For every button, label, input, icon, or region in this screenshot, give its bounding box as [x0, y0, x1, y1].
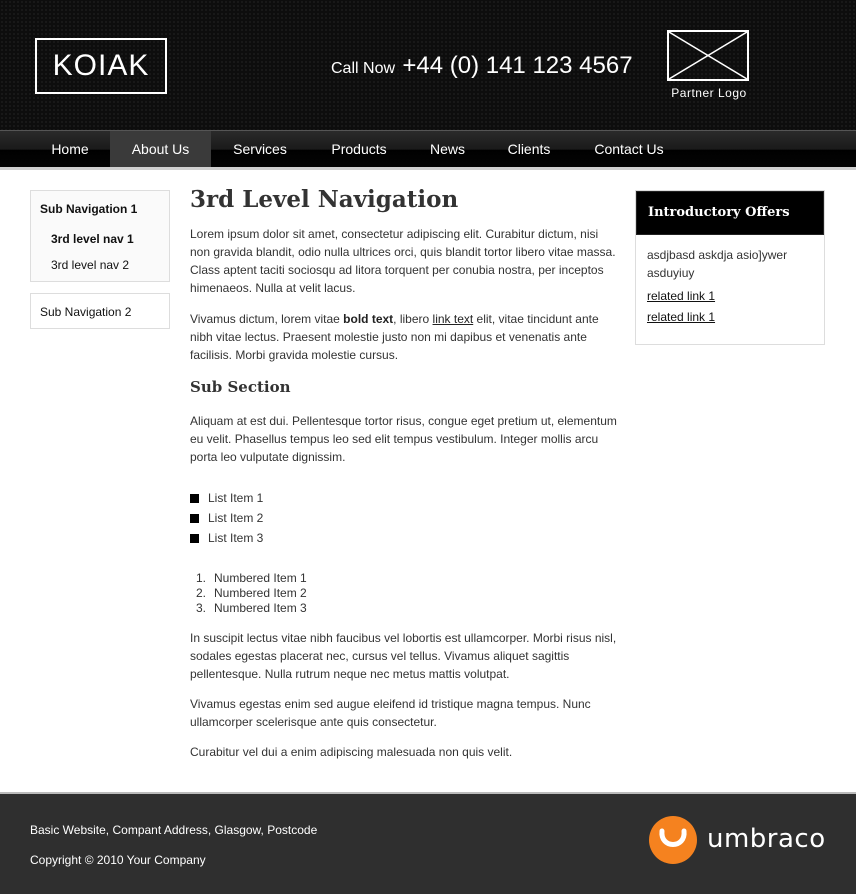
numbered-list-item: 3. Numbered Item 3 [196, 601, 307, 615]
subnav-group-1 [30, 190, 170, 282]
numbered-list-item: 1. Numbered Item 1 [196, 571, 307, 585]
partner-logo-label: Partner Logo [671, 86, 747, 100]
third-level-nav-item-2[interactable]: 3rd level nav 2 [51, 258, 130, 272]
partner-logo-placeholder [667, 30, 749, 81]
bold-text: bold text [343, 312, 394, 326]
content-paragraph-5: Vivamus egestas enim sed augue eleifend id tristique magna tempus. Nunc ullamcorper scelerisque ante quis consectetur. [190, 697, 591, 729]
nav-item-about-us[interactable]: About Us [110, 131, 211, 168]
nav-divider [0, 167, 856, 170]
page-title: 3rd Level Navigation [190, 186, 459, 213]
nav-item-home[interactable]: Home [51, 141, 89, 157]
footer-address: Basic Website, Compant Address, Glasgow, Postcode [30, 823, 318, 837]
square-bullet-icon [190, 534, 199, 543]
offers-title: Introductory Offers [648, 205, 790, 220]
site-header [0, 0, 856, 130]
nav-item-clients[interactable]: Clients [507, 141, 551, 157]
umbraco-brand-text[interactable]: umbraco [707, 824, 826, 854]
inline-link[interactable]: link text [432, 312, 474, 326]
square-bullet-icon [190, 514, 199, 523]
bullet-list-item-text: List Item 3 [208, 531, 264, 545]
content-paragraph-2 [190, 310, 620, 364]
related-link-2[interactable]: related link 1 [647, 310, 716, 324]
square-bullet-icon [190, 494, 199, 503]
content-paragraph-4: In suscipit lectus vitae nibh faucibus vel lobortis est ullamcorper. Morbi risus nisl, sodales egestas placerat nec, cursus vel tellus. Vivamus aliquet sagittis pellentesque. Nulla rutrum neque nec metus mattis volutpat. [190, 631, 617, 681]
sub-section-heading: Sub Section [190, 378, 291, 396]
site-footer [0, 792, 856, 894]
introductory-offers-box [635, 190, 825, 345]
numbered-list-item-text: Numbered Item 2 [214, 586, 307, 600]
numbered-list-item-text: Numbered Item 1 [214, 571, 307, 585]
phone-number: +44 (0) 141 123 4567 [402, 52, 633, 79]
numbered-list-item: 2. Numbered Item 2 [196, 586, 307, 600]
logo-text: KOIAK [52, 49, 150, 82]
phone-contact [331, 52, 633, 80]
content-paragraph-1: Lorem ipsum dolor sit amet, consectetur adipiscing elit. Curabitur dictum, nisi non gravida blandit, odio nulla ultrices orci, quis blandit tortor libero vitae massa. Class aptent taciti sociosqu ad litora torquent per conubia nostra, per inceptos himenaeos. Nulla at velit lacus. [190, 227, 616, 295]
content-paragraph-3: Aliquam at est dui. Pellentesque tortor risus, congue eget pretium ut, elementum eu velit. Phasellus tempus leo sed elit tempus vestibulum. Integer mollis arcu porta leo vulputate dignissim. [190, 414, 617, 464]
content-paragraph-6: Curabitur vel dui a enim adipiscing malesuada non quis velit. [190, 745, 513, 759]
call-label: Call Now [331, 60, 396, 77]
nav-item-contact-us[interactable]: Contact Us [594, 141, 664, 157]
related-link-1[interactable]: related link 1 [647, 289, 716, 303]
subnav-group-2 [30, 293, 170, 329]
nav-item-products[interactable]: Products [331, 141, 387, 157]
nav-item-news[interactable]: News [429, 141, 465, 157]
site-logo[interactable] [35, 38, 167, 94]
numbered-list-item-text: Numbered Item 3 [214, 601, 307, 615]
main-nav [0, 130, 856, 168]
paragraph-2-text-end: elit, vitae tincidunt ante nibh vitae lectus. Praesent molestie justo non mi dapibus et venenatis ante facilisis. Morbi gravida molestie cursus. [190, 312, 599, 362]
placeholder-cross-icon [669, 32, 747, 79]
offers-body-text: asdjbasd askdja asio]ywer asduyiuy [647, 248, 788, 280]
umbraco-logo-icon[interactable] [648, 815, 698, 865]
subnav-item-1[interactable]: Sub Navigation 1 [40, 202, 138, 216]
subnav-item-2[interactable]: Sub Navigation 2 [40, 305, 132, 319]
footer-copyright: Copyright © 2010 Your Company [30, 853, 206, 867]
paragraph-2-text-mid: , libero [393, 312, 433, 326]
bullet-list-item-text: List Item 1 [208, 491, 264, 505]
nav-item-services[interactable]: Services [233, 141, 287, 157]
offers-header [636, 191, 824, 235]
bullet-list-item-text: List Item 2 [208, 511, 264, 525]
paragraph-2-text-start: Vivamus dictum, lorem vitae [190, 312, 344, 326]
third-level-nav-item-1[interactable]: 3rd level nav 1 [51, 232, 134, 246]
